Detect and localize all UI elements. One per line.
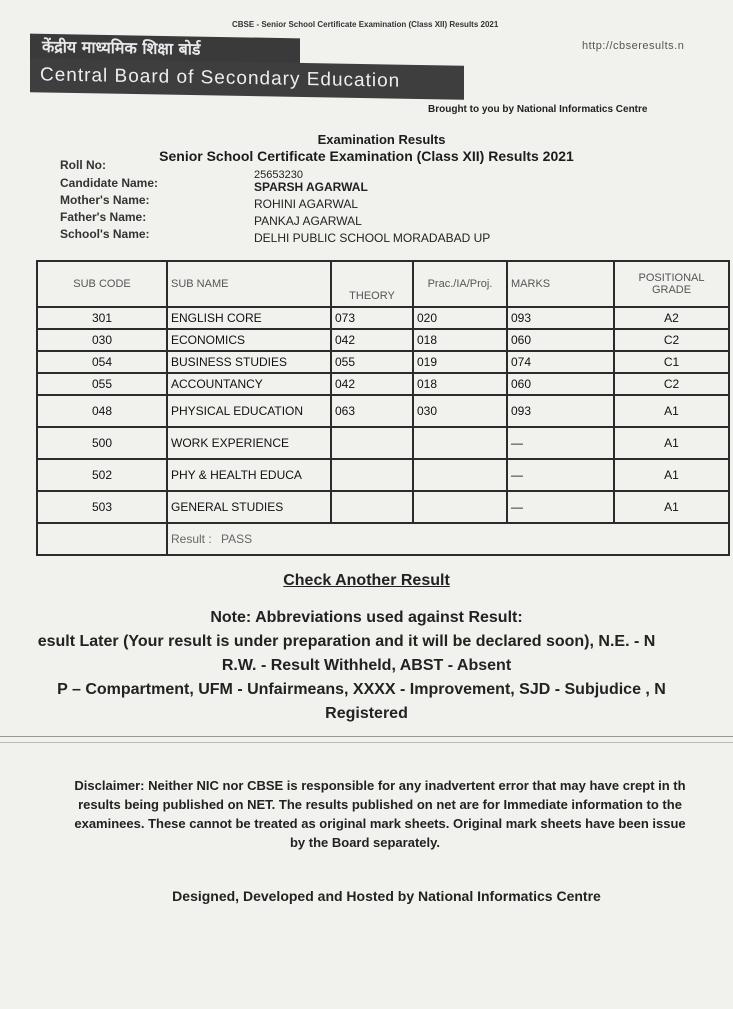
grade-cell: C1 xyxy=(614,351,729,373)
father-name-value: PANKAJ AGARWAL xyxy=(254,214,362,228)
header-marks: MARKS xyxy=(507,261,614,307)
school-name-value: DELHI PUBLIC SCHOOL MORADABAD UP xyxy=(254,231,491,245)
theory-cell xyxy=(331,427,413,459)
sub-code-cell: 301 xyxy=(37,307,167,329)
disclaimer-line-2: results being published on NET. The results published on net are for Immediate information to the xyxy=(78,797,682,812)
theory-cell: 042 xyxy=(331,329,413,351)
marks-cell: 093 xyxy=(507,395,614,427)
result-label: Result : xyxy=(171,532,212,546)
grade-cell: A2 xyxy=(614,307,729,329)
grade-cell: A1 xyxy=(614,459,729,491)
table-row xyxy=(37,307,729,329)
header-grade: POSITIONAL GRADE xyxy=(614,261,729,307)
mother-name-label: Mother's Name: xyxy=(60,193,150,207)
results-table xyxy=(36,260,730,556)
page-top-title: CBSE - Senior School Certificate Examination (Class XII) Results 2021 xyxy=(232,20,499,29)
marks-cell: 060 xyxy=(507,373,614,395)
table-row xyxy=(37,373,729,395)
sub-name-cell: GENERAL STUDIES xyxy=(167,491,331,523)
disclaimer-line-4: by the Board separately. xyxy=(289,835,441,850)
grade-cell: C2 xyxy=(614,329,729,351)
exam-title: Examination Results xyxy=(317,132,446,147)
result-value: PASS xyxy=(221,532,253,546)
table-row xyxy=(37,395,729,427)
grade-cell: C2 xyxy=(614,373,729,395)
prac-cell: 018 xyxy=(413,373,507,395)
sub-code-cell: 048 xyxy=(37,395,167,427)
disclaimer-line-1 xyxy=(0,776,733,795)
table-row xyxy=(37,329,729,351)
candidate-details xyxy=(60,158,700,244)
disclaimer-text-1: Neither NIC nor CBSE is responsible for any inadvertent error that may have crept in th xyxy=(144,778,686,793)
sub-code-cell: 502 xyxy=(37,459,167,491)
footer-credit: Designed, Developed and Hosted by National Informatics Centre xyxy=(172,888,601,904)
theory-cell xyxy=(331,459,413,491)
sub-code-cell: 503 xyxy=(37,491,167,523)
cbse-logo-english: Central Board of Secondary Education xyxy=(30,58,464,100)
prac-cell: 020 xyxy=(413,307,507,329)
cbse-logo-hindi: केंद्रीय माध्यमिक शिक्षा बोर्ड xyxy=(30,34,300,65)
prac-cell xyxy=(413,459,507,491)
header-sub-name: SUB NAME xyxy=(167,261,331,307)
prac-cell: 019 xyxy=(413,351,507,373)
result-spacer-cell xyxy=(37,523,167,555)
disclaimer xyxy=(0,776,733,852)
marks-cell: — xyxy=(507,427,614,459)
sub-name-cell: ECONOMICS xyxy=(167,329,331,351)
check-another-result-link[interactable]: Check Another Result xyxy=(283,572,450,589)
marks-cell: 093 xyxy=(507,307,614,329)
table-row xyxy=(37,459,729,491)
divider xyxy=(0,742,733,743)
note-line-3: P – Compartment, UFM - Unfairmeans, XXXX - Improvement, SJD - Subjudice , N xyxy=(57,681,666,698)
father-name-label: Father's Name: xyxy=(60,210,147,224)
table-row xyxy=(37,491,729,523)
grade-cell: A1 xyxy=(614,395,729,427)
grade-cell: A1 xyxy=(614,491,729,523)
note-line-2: R.W. - Result Withheld, ABST - Absent xyxy=(221,657,512,674)
disclaimer-line-3: examinees. These cannot be treated as original mark sheets. Original mark sheets have been issue xyxy=(74,816,686,831)
grade-cell: A1 xyxy=(614,427,729,459)
abbreviations-note xyxy=(0,606,733,726)
table-header-row xyxy=(37,261,729,307)
page-url: http://cbseresults.n xyxy=(582,40,685,52)
prac-cell: 030 xyxy=(413,395,507,427)
sub-code-cell: 054 xyxy=(37,351,167,373)
sub-name-cell: PHYSICAL EDUCATION xyxy=(167,395,331,427)
header-theory: THEORY xyxy=(331,261,413,307)
sub-name-cell: PHY & HEALTH EDUCA xyxy=(167,459,331,491)
sub-name-cell: ACCOUNTANCY xyxy=(167,373,331,395)
roll-label: Roll No: xyxy=(60,158,106,172)
mother-name-value: ROHINI AGARWAL xyxy=(254,197,359,211)
theory-cell: 055 xyxy=(331,351,413,373)
prac-cell xyxy=(413,427,507,459)
marks-cell: 074 xyxy=(507,351,614,373)
note-title: Note: Abbreviations used against Result: xyxy=(210,609,523,626)
note-line-4: Registered xyxy=(325,705,408,722)
marks-cell: — xyxy=(507,491,614,523)
prac-cell xyxy=(413,491,507,523)
header-prac: Prac./IA/Proj. xyxy=(413,261,507,307)
prac-cell: 018 xyxy=(413,329,507,351)
sub-name-cell: WORK EXPERIENCE xyxy=(167,427,331,459)
roll-value: 25653230 xyxy=(254,169,303,181)
theory-cell: 073 xyxy=(331,307,413,329)
disclaimer-label: Disclaimer: xyxy=(74,778,145,793)
candidate-name-value: SPARSH AGARWAL xyxy=(254,180,368,194)
table-row xyxy=(37,351,729,373)
theory-cell: 042 xyxy=(331,373,413,395)
school-name-label: School's Name: xyxy=(60,227,150,241)
sub-code-cell: 055 xyxy=(37,373,167,395)
header-sub-code: SUB CODE xyxy=(37,261,167,307)
sub-code-cell: 030 xyxy=(37,329,167,351)
brought-by-text: Brought to you by National Informatics Centre xyxy=(428,104,648,115)
table-row xyxy=(37,427,729,459)
sub-code-cell: 500 xyxy=(37,427,167,459)
result-row xyxy=(37,523,729,555)
note-line-1: esult Later (Your result is under preparation and it will be declared soon), N.E. - N xyxy=(37,633,656,650)
result-cell xyxy=(167,523,729,555)
sub-name-cell: ENGLISH CORE xyxy=(167,307,331,329)
divider xyxy=(0,736,733,737)
exam-subtitle: Senior School Certificate Examination (Class XII) Results 2021 xyxy=(159,148,574,164)
marks-cell: 060 xyxy=(507,329,614,351)
theory-cell: 063 xyxy=(331,395,413,427)
sub-name-cell: BUSINESS STUDIES xyxy=(167,351,331,373)
marks-cell: — xyxy=(507,459,614,491)
theory-cell xyxy=(331,491,413,523)
candidate-name-label: Candidate Name: xyxy=(60,176,159,190)
